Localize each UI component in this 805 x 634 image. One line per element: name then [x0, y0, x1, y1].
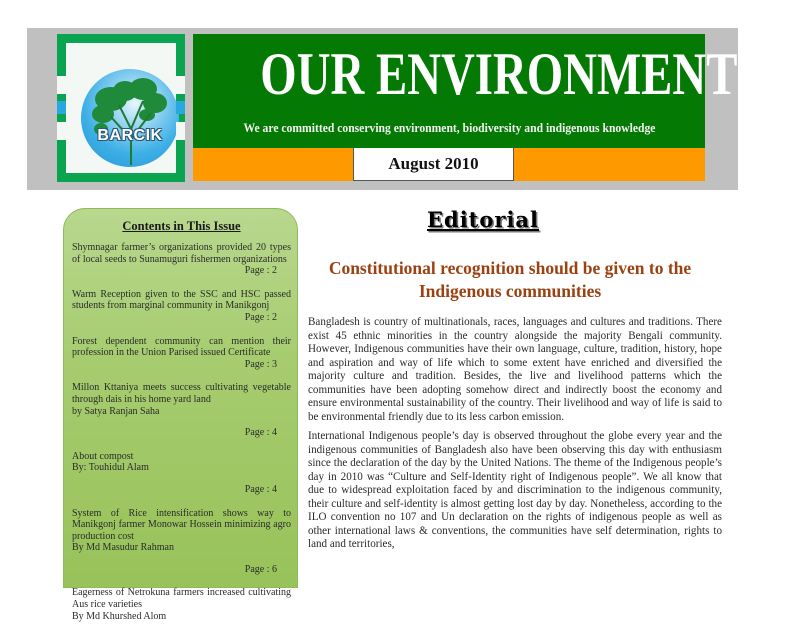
tagline-text: We are committed conserving environment, biodiversity and indigenous knowledge — [243, 121, 655, 135]
editorial-paragraph: Bangladesh is country of multinationals, races, languages and cultures and traditions. There exist 45 ethnic minorities in the country alongside the majority Bengali community. However, Indigenous communities have their own language, culture, tradition, history, hope and aspiration and way of life which to some extent have enriched and diversified the majority culture and tradition. Besides, the live and livelihood patterns which the communities have been adopting somehow direct and indirectly boost the economy and ensure environmental sustainability of the country. Their livelihood and way of life is said to be environmental friendly due to its less carbon emission. — [308, 316, 722, 423]
contents-item[interactable] — [72, 451, 291, 496]
contents-item[interactable] — [72, 289, 291, 324]
contents-item-title: Eagerness of Netrokuna farmers increased cultivating Aus rice varieties — [72, 587, 291, 611]
contents-item-author: By Md Masudur Rahman — [72, 542, 174, 554]
issue-date: August 2010 — [353, 148, 514, 181]
contents-item[interactable] — [72, 508, 291, 576]
editorial-paragraph: International Indigenous people’s day is observed throughout the globe every year and the indigenous communities of Bangladesh also have been observing this day with enthusiasm since the declaration of the day by the United Nations. The theme of the Indigenous people’s day in 2010 was “Culture and Self-Identity right of Indigenous people”. We all know that due to widespread exploitation faced by and discrimination to the indigenous community, their culture and self-identity is almost getting lost day by day. Nonetheless, according to the ILO convention no 107 and Un declaration on the rights of indigenous people as well as other international laws & conventions, the communities have self determination, rights to land and territories, — [308, 430, 722, 550]
contents-item-title: Shymnagar farmer’s organizations provided 20 types of local seeds to Sunamuguri fishermen organizations — [72, 242, 291, 265]
logo-text: BARCIK — [97, 127, 163, 144]
logo-frame-gap — [176, 76, 185, 94]
contents-panel — [63, 208, 298, 622]
contents-item-title: About compost — [72, 450, 134, 462]
tree-icon — [81, 69, 179, 167]
newsletter-title — [193, 41, 738, 107]
logo-frame-gap — [57, 122, 66, 140]
contents-item-author: by Satya Ranjan Saha — [72, 405, 160, 417]
contents-item-page: Page : 2 — [244, 311, 277, 323]
editorial-headline: Constitutional recognition should be given to the Indigenous communities — [328, 258, 692, 301]
contents-item[interactable] — [72, 382, 291, 438]
contents-item-page: Page : 6 — [244, 563, 277, 575]
logo-frame-gap — [57, 76, 66, 94]
contents-item-page: Page : 3 — [244, 358, 277, 370]
contents-item[interactable] — [72, 587, 291, 622]
contents-item-title: Forest dependent community can mention their profession in the Union Parised issued Certificate — [72, 335, 291, 359]
contents-item-title: System of Rice intensification shows way to Manikgonj farmer Monowar Hossein minimizing agro production cost — [72, 507, 291, 542]
contents-list — [72, 242, 291, 634]
barcik-logo — [57, 34, 185, 182]
logo-side-mark — [176, 101, 185, 114]
globe-icon — [81, 69, 179, 167]
contents-item-page: Page : 4 — [244, 427, 277, 439]
contents-item-author: By: Touhidul Alam — [72, 462, 149, 474]
contents-item-page: Page : 4 — [244, 483, 277, 495]
contents-item-title: Millon Kttaniya meets success cultivating vegetable through dais in his home yard land — [72, 382, 291, 405]
editorial-body — [308, 316, 722, 558]
title-band — [193, 34, 738, 148]
contents-item-page: Page : 2 — [244, 265, 277, 277]
contents-item[interactable] — [72, 242, 291, 277]
logo-frame-gap — [176, 122, 185, 140]
newsletter-title-text: OUR ENVIRONMENT — [260, 41, 738, 107]
logo-inner-panel — [66, 43, 176, 173]
editorial-heading: Editorial — [427, 207, 540, 232]
contents-item-title: Warm Reception given to the SSC and HSC passed students from marginal community in Manikgonj — [72, 288, 291, 312]
tagline — [193, 121, 705, 136]
contents-item[interactable] — [72, 336, 291, 371]
logo-side-mark — [57, 101, 66, 114]
contents-heading: Contents in This Issue — [122, 219, 241, 233]
contents-item-author: By Md Khurshed Alom — [72, 610, 167, 622]
